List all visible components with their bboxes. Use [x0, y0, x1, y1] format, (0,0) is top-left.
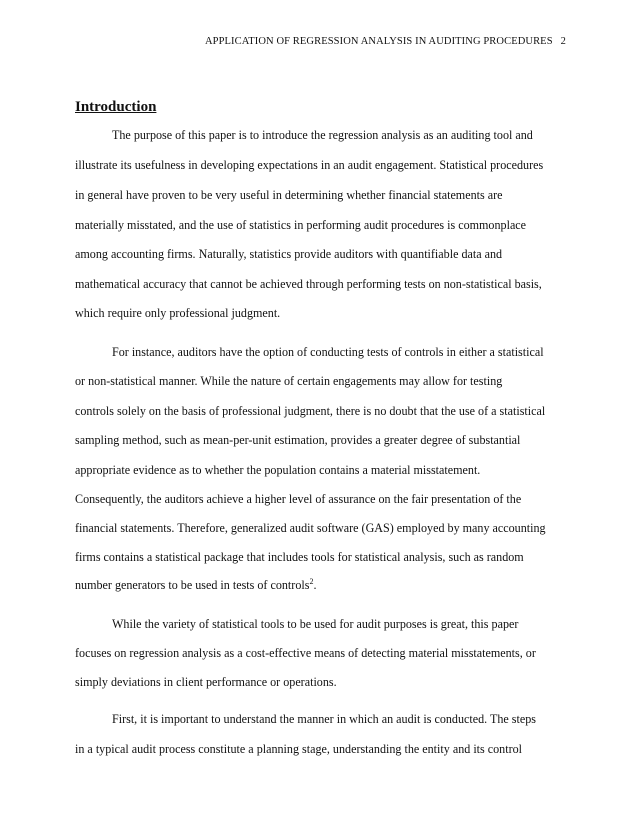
running-head-title: APPLICATION OF REGRESSION ANALYSIS IN AUDITING PROCEDURES [204, 36, 553, 47]
running-header [0, 36, 566, 47]
text-line [75, 578, 316, 593]
text-line: appropriate evidence as to whether the population contains a material misstatement. [75, 463, 481, 477]
page-number: 2 [560, 36, 566, 47]
text-line: focuses on regression analysis as a cost-effective means of detecting material misstatements, or [75, 646, 536, 660]
text-line: First, it is important to understand the manner in which an audit is conducted. The steps [112, 712, 536, 726]
text-line: which require only professional judgment. [75, 306, 281, 320]
text-line: among accounting firms. Naturally, statistics provide auditors with quantifiable data and [75, 247, 503, 261]
text-line: Consequently, the auditors achieve a higher level of assurance on the fair presentation of the [75, 492, 522, 506]
text-line: The purpose of this paper is to introduce the regression analysis as an auditing tool and [112, 128, 533, 142]
text-line: sampling method, such as mean-per-unit estimation, provides a greater degree of substantial [75, 433, 521, 447]
text-line: While the variety of statistical tools to be used for audit purposes is great, this paper [112, 617, 519, 631]
text-line: in a typical audit process constitute a planning stage, understanding the entity and its control [75, 742, 523, 756]
text-line: materially misstated, and the use of statistics in performing audit procedures is commonplace [75, 218, 527, 232]
sentence-end: . [313, 578, 317, 592]
text-line: For instance, auditors have the option of conducting tests of controls in either a statistical [112, 345, 544, 359]
text-line: controls solely on the basis of professional judgment, there is no doubt that the use of a statistical [75, 404, 546, 418]
text-line: firms contains a statistical package that includes tools for statistical analysis, such as random [75, 550, 524, 564]
text-line: in general have proven to be very useful in determining whether financial statements are [75, 188, 503, 202]
text-line: mathematical accuracy that cannot be achieved through performing tests on non-statistical basis, [75, 277, 542, 291]
section-heading: Introduction [75, 99, 157, 115]
text-line: simply deviations in client performance or operations. [75, 675, 337, 689]
text-line: illustrate its usefulness in developing expectations in an audit engagement. Statistical procedures [75, 158, 544, 172]
footnote-reference: 2 [309, 576, 314, 586]
text-line: or non-statistical manner. While the nature of certain engagements may allow for testing [75, 374, 503, 388]
text-line-content: number generators to be used in tests of controls [75, 578, 310, 592]
text-line: financial statements. Therefore, generalized audit software (GAS) employed by many accounting [75, 521, 546, 535]
